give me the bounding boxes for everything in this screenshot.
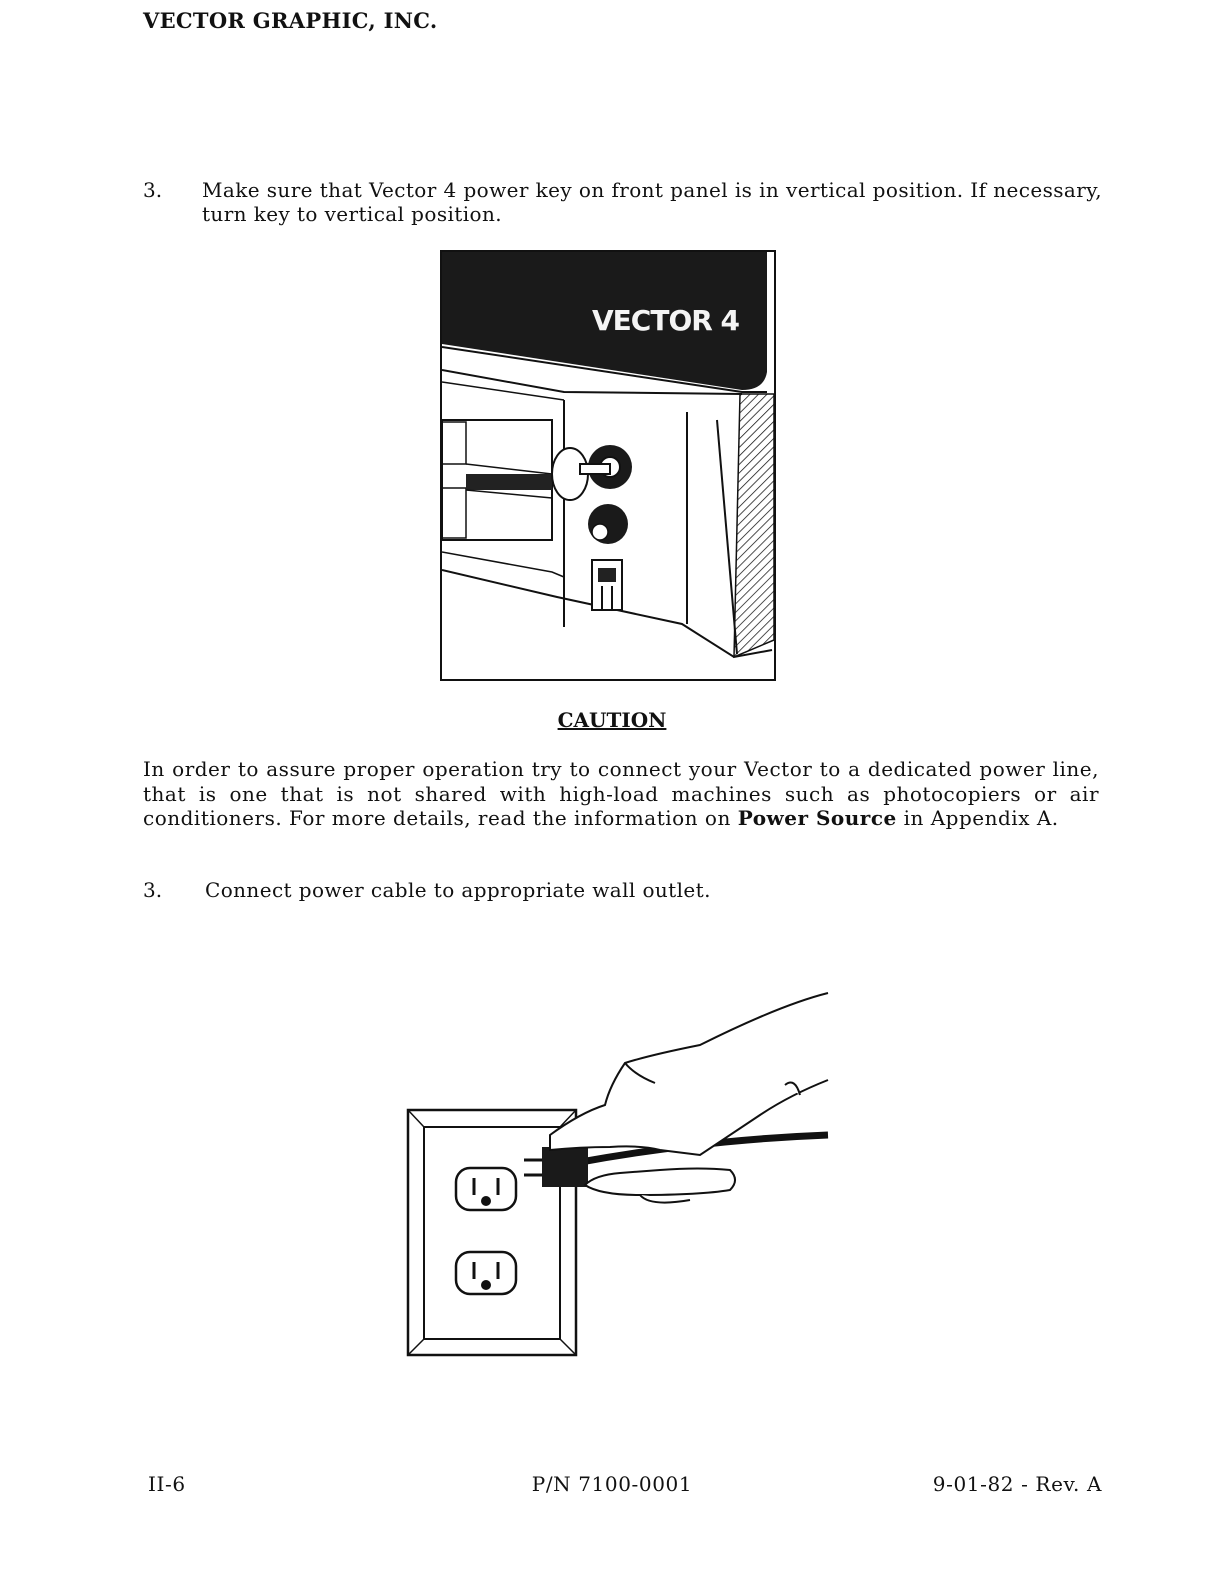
caution-text: In order to assure proper operation try to connect your Vector to a dedicated power line, that is one that is not shared with high-load machines such as photocopiers or air conditioners. For more details, read the information on xyxy=(143,757,1099,830)
part-number: P/N 7100-0001 xyxy=(531,1472,693,1496)
step-number: 3. xyxy=(143,878,163,902)
caution-text-end: in Appendix A. xyxy=(896,806,1059,830)
step-number: 3. xyxy=(143,178,163,202)
hand-illustration xyxy=(550,993,828,1203)
svg-text:VECTOR 4: VECTOR 4 xyxy=(592,304,740,337)
wall-outlet-illustration xyxy=(400,985,835,1365)
outlet-receptacle-icon xyxy=(456,1252,516,1294)
power-connector xyxy=(592,560,622,610)
vector4-logo xyxy=(592,304,740,337)
caution-heading: CAUTION xyxy=(557,708,667,732)
step-text: Make sure that Vector 4 power key on front panel is in vertical position. If necessary, turn key to vertical position. xyxy=(202,178,1102,226)
vector4-front-panel-illustration xyxy=(440,250,776,681)
company-header: VECTOR GRAPHIC, INC. xyxy=(143,8,438,33)
step-text: Connect power cable to appropriate wall outlet. xyxy=(205,878,711,902)
revision-date: 9-01-82 - Rev. A xyxy=(932,1472,1102,1496)
outlet-receptacle-icon xyxy=(456,1168,516,1210)
power-source-term: Power Source xyxy=(737,806,897,830)
caution-paragraph xyxy=(143,757,1099,831)
page-number: II-6 xyxy=(148,1472,186,1496)
